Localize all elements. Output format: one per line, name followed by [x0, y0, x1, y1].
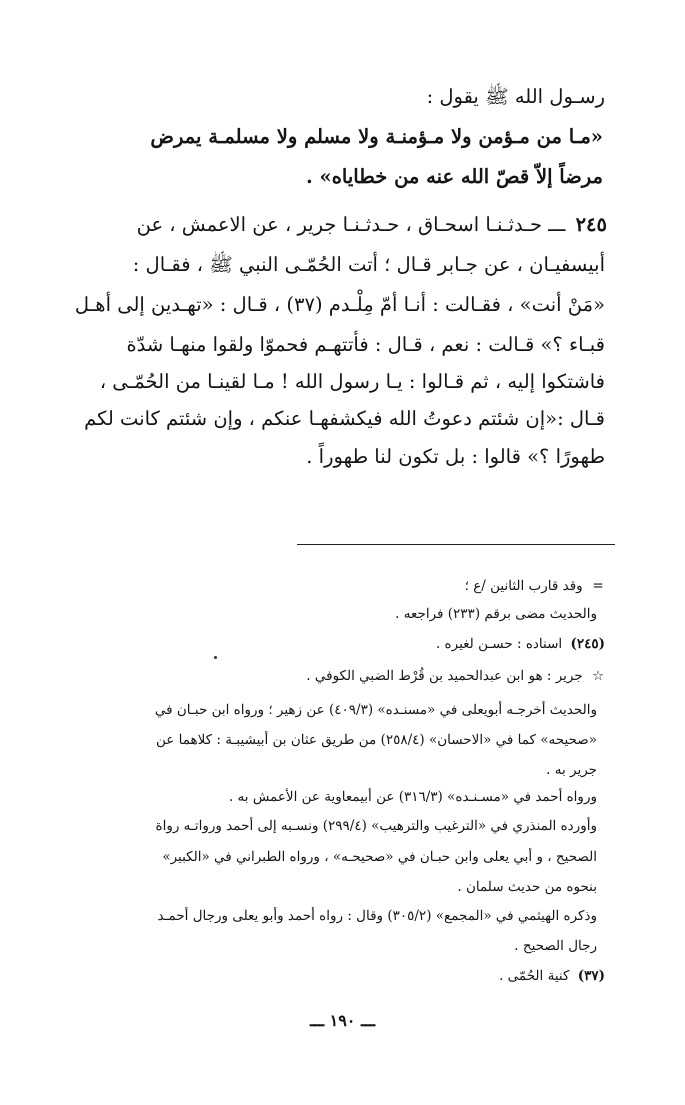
- hadith-245-line-1: [60, 208, 607, 242]
- footnote-line-11: بنحوه من حديث سلمان .: [457, 879, 597, 895]
- hadith-245-line-4: قبـاء ؟» قـالت : نعم ، قـال : فأتتهـم فحموّا ولقوا منهـا شدّة: [126, 333, 605, 356]
- continuation-mark: =: [592, 578, 604, 594]
- footnote-line-10: الصحيح ، و أبي يعلى وابن حبـان في «صحيحـه» ، ورواه الطبراني في «الكبير»: [162, 849, 597, 865]
- footnote-line-6: «صحيحه» كما في «الاحسان» (٢٥٨/٤) من طريق عثان بن أبيشيبـة : كلاهما عن: [155, 732, 597, 748]
- footnote-number-245: (٢٤٥): [570, 636, 605, 652]
- footnote-line-2: والحديث مضى برقم (٢٣٣) فراجعه .: [395, 606, 597, 622]
- footnote-line-5: والحديث أخرجـه أبويعلى في «مسنـده» (٤٠٩/٣) عن زهير ؛ ورواه ابن حبـان في: [154, 702, 597, 718]
- footnote-line-8: ورواه أحمد في «مسـنـده» (٣١٦/٣) عن أبيمعاوية عن الأعمش به .: [228, 789, 597, 805]
- prev-hadith-line-3: مرضاً إلاّ قصّ الله عنه من خطاياه» .: [305, 165, 603, 188]
- footnote-line-7: جرير به .: [546, 762, 597, 778]
- prev-hadith-line-1: رسـول الله ﷺ يقول :: [426, 85, 605, 108]
- footnote-line-12: وذكره الهيثمي في «المجمع» (٣٠٥/٢) وقال : رواه أحمد وأبو يعلى ورجال أحمـد: [157, 908, 597, 924]
- footnote-line-14: (٣٧) كنية الحُمّى .: [499, 968, 605, 984]
- footnote-separator: [297, 544, 615, 545]
- hadith-245-line-5: فاشتكوا إليه ، ثم قـالوا : يـا رسول الله ! مـا لقينـا من الحُمّـى ،: [99, 370, 605, 393]
- star-icon: ☆: [591, 668, 605, 684]
- hadith-245-line-7: طهورًا ؟» قالوا : بل تكون لنا طهوراً .: [306, 445, 605, 468]
- hadith-245-line-2: أبيسفيـان ، عن جـابر قـال ؛ أتت الحُمّـى النبي ﷺ ، فقـال :: [132, 253, 605, 276]
- footnote-line-4: ☆ جرير : هو ابن عبدالحميد بن قُرْط الضبي الكوفي .: [82, 664, 609, 688]
- footnote-line-3: (٢٤٥) اسناده : حسـن لغيره .: [435, 636, 605, 652]
- footnote-line-13: رجال الصحيح .: [514, 938, 597, 954]
- hadith-number: ٢٤٥: [575, 213, 607, 236]
- footnote-line-9: وأورده المنذري في «الترغيب والترهيب» (٢٩٩/٤) ونسـبه إلى أحمد ورواتـه رواة: [155, 818, 597, 834]
- footnote-number-37: (٣٧): [577, 968, 605, 984]
- footnote-line-1: = وقد قارب الثانين /ع ؛: [82, 574, 609, 598]
- hadith-245-text-1: ـــ حـدثـنـا اسحـاق ، حـدثـنـا جرير ، عن الاعمش ، عن: [136, 213, 566, 236]
- hadith-245-line-3: «مَنْ أنت» ، فقـالت : أنـا أمّ مِلْـدم (٣٧) ، قـال : «تهـدين إلى أهـل: [74, 293, 605, 316]
- page-number: ـــ ١٩٠ ـــ: [309, 1011, 376, 1030]
- prev-hadith-line-2: «مـا من مـؤمن ولا مـؤمنـة ولا مسلم ولا مسلمـة يمرض: [150, 125, 603, 148]
- hadith-245-line-6: قـال :«إن شئتم دعوتُ الله فيكشفهـا عنكم ، وإن شئتم كانت لكم: [84, 407, 605, 430]
- print-speck: [214, 656, 217, 659]
